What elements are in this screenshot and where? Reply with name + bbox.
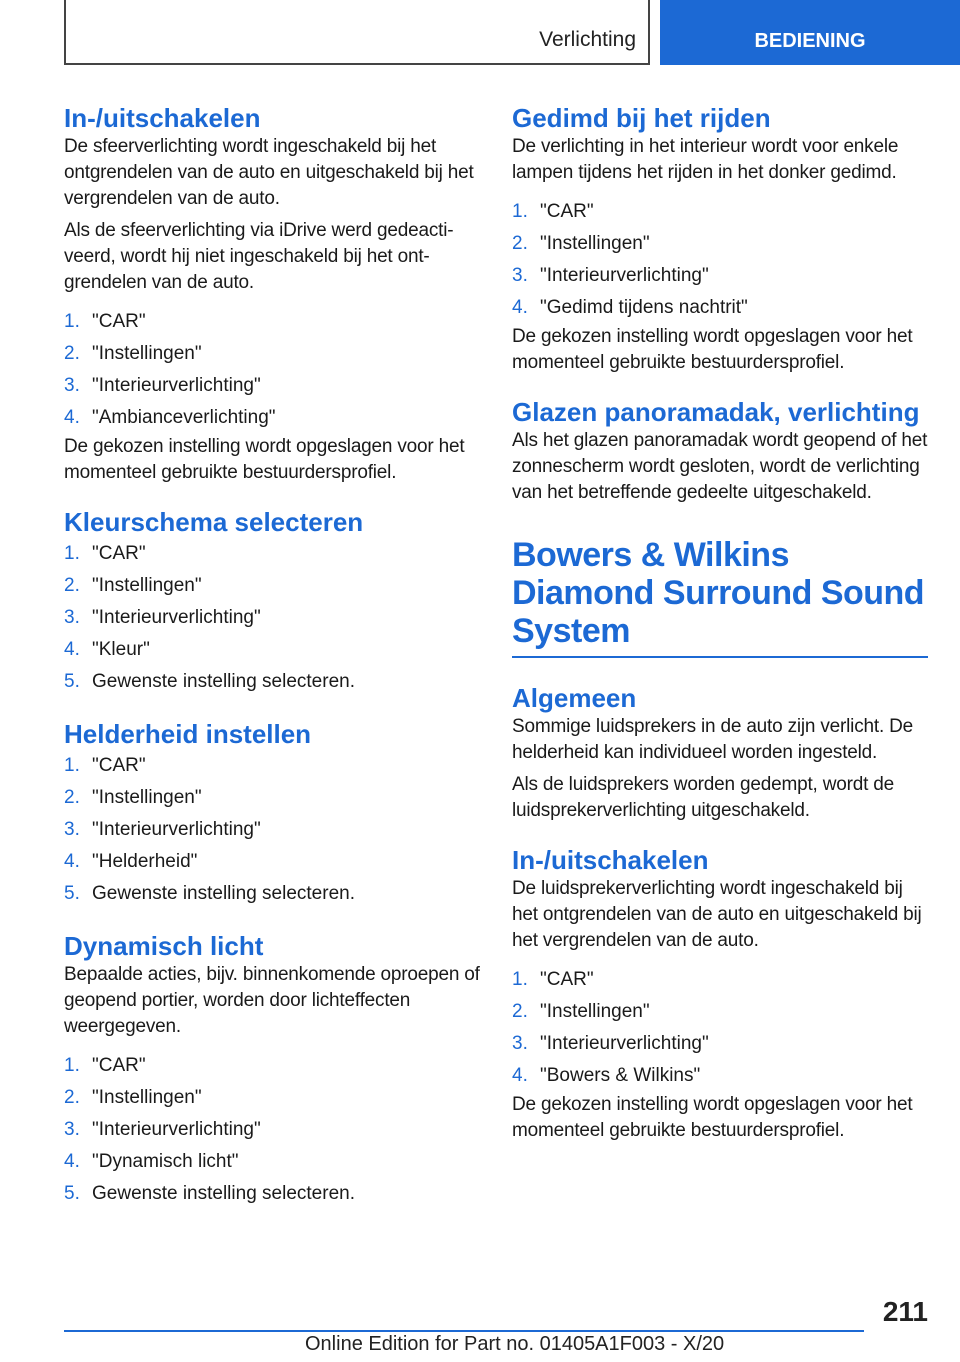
step-list [64,750,480,910]
section-kleurschema [64,506,480,698]
section-heading: Glazen panoramadak, verlichting [512,397,920,427]
list-item: 4. "Helderheid" [64,851,198,872]
list-item: 3. "Interieurverlichting" [64,1119,261,1140]
step-list [512,196,928,324]
list-item: 3. "Interieurverlichting" [64,819,261,840]
left-column [64,102,480,1210]
list-item: 1. "CAR" [64,755,146,776]
section-bowers-wilkins [512,536,928,658]
list-item: 4. "Ambianceverlichting" [64,407,276,428]
list-item: 2. "Instellingen" [512,1001,650,1022]
section-panoramadak [512,396,928,506]
list-item: 5. Gewenste instelling selecteren. [64,1183,355,1204]
section-heading: In-/uitschakelen [512,845,709,875]
chapter-tab [660,0,960,65]
paragraph: De sfeerverlichting wordt ingeschakeld bij het ontgrendelen van de auto en uitgeschakeld bij het vergrendelen van de auto. [64,136,474,209]
list-item: 2. "Instellingen" [64,575,202,596]
list-item: 4. "Kleur" [64,639,150,660]
list-item: 1. "CAR" [512,201,594,222]
section-dynamisch-licht [64,930,480,1210]
step-list [64,538,480,698]
footer-edition: Online Edition for Part no. 01405A1F003 - X/20 [305,1333,725,1355]
section-luidspreker-in-uitschakelen [512,844,928,1144]
list-item: 1. "CAR" [64,311,146,332]
list-item: 2. "Instellingen" [64,1087,202,1108]
chapter-heading: Bowers & Wilkins Diamond Surround Sound System [512,536,925,650]
section-title: Verlichting [539,28,636,51]
paragraph: De gekozen instelling wordt opgeslagen voor het momenteel gebruikte bestuurdersprofiel. [512,326,913,373]
list-item: 4. "Dynamisch licht" [64,1151,239,1172]
paragraph: Als de sfeerverlichting via iDrive werd gedeactiveerd, wordt hij niet ingeschakeld bij het ontgrendelen van de auto. [64,220,454,293]
paragraph: De gekozen instelling wordt opgeslagen voor het momenteel gebruikte bestuurdersprofiel. [512,1094,913,1141]
section-heading: In-/uitschakelen [64,103,261,133]
paragraph: De luidsprekerverlichting wordt ingeschakeld bij het ontgrendelen van de auto en uitgeschakeld bij het vergrendelen van de auto. [512,878,922,951]
paragraph: Als de luidsprekers worden gedempt, wordt de luidsprekerverlichting uitgeschakeld. [512,774,894,821]
section-heading: Algemeen [512,683,637,713]
step-list [64,306,480,434]
section-gedimd [512,102,928,376]
section-heading: Gedimd bij het rijden [512,103,771,133]
section-helderheid [64,718,480,910]
paragraph: Bepaalde acties, bijv. binnenkomende oproepen of geopend portier, worden door lichteffecten weergegeven. [64,964,480,1037]
section-heading: Helderheid instellen [64,719,312,749]
list-item: 3. "Interieurverlichting" [512,1033,709,1054]
header-frame [64,0,650,65]
list-item: 3. "Interieurverlichting" [512,265,709,286]
chapter-tab-label: BEDIENING [754,30,866,52]
section-heading: Dynamisch licht [64,931,264,961]
paragraph: De verlichting in het interieur wordt voor enkele lampen tijdens het rijden in het donker gedimd. [512,136,899,183]
paragraph: De gekozen instelling wordt opgeslagen voor het momenteel gebruikte bestuurdersprofiel. [64,436,465,483]
page-number: 211 [882,1296,928,1327]
step-list [512,964,928,1092]
list-item: 1. "CAR" [64,1055,146,1076]
list-item: 3. "Interieurverlichting" [64,375,261,396]
list-item: 2. "Instellingen" [64,343,202,364]
list-item: 4. "Bowers & Wilkins" [512,1065,701,1086]
list-item: 3. "Interieurverlichting" [64,607,261,628]
list-item: 1. "CAR" [64,543,146,564]
right-column [512,102,928,1144]
section-heading: Kleurschema selecteren [64,507,364,537]
paragraph: Als het glazen panoramadak wordt geopend of het zonnescherm wordt gesloten, wordt de verlichting van het betreffende gedeelte uitgeschakeld. [512,430,928,503]
list-item: 1. "CAR" [512,969,594,990]
step-list [64,1050,480,1210]
list-item: 5. Gewenste instelling selecteren. [64,883,355,904]
paragraph: Sommige luidsprekers in de auto zijn verlicht. De helderheid kan individueel worden ingesteld. [512,716,913,763]
section-in-uitschakelen [64,102,480,486]
footer-rule [64,1330,864,1332]
list-item: 5. Gewenste instelling selecteren. [64,671,355,692]
section-algemeen [512,682,928,824]
list-item: 2. "Instellingen" [512,233,650,254]
list-item: 4. "Gedimd tijdens nachtrit" [512,297,748,318]
list-item: 2. "Instellingen" [64,787,202,808]
